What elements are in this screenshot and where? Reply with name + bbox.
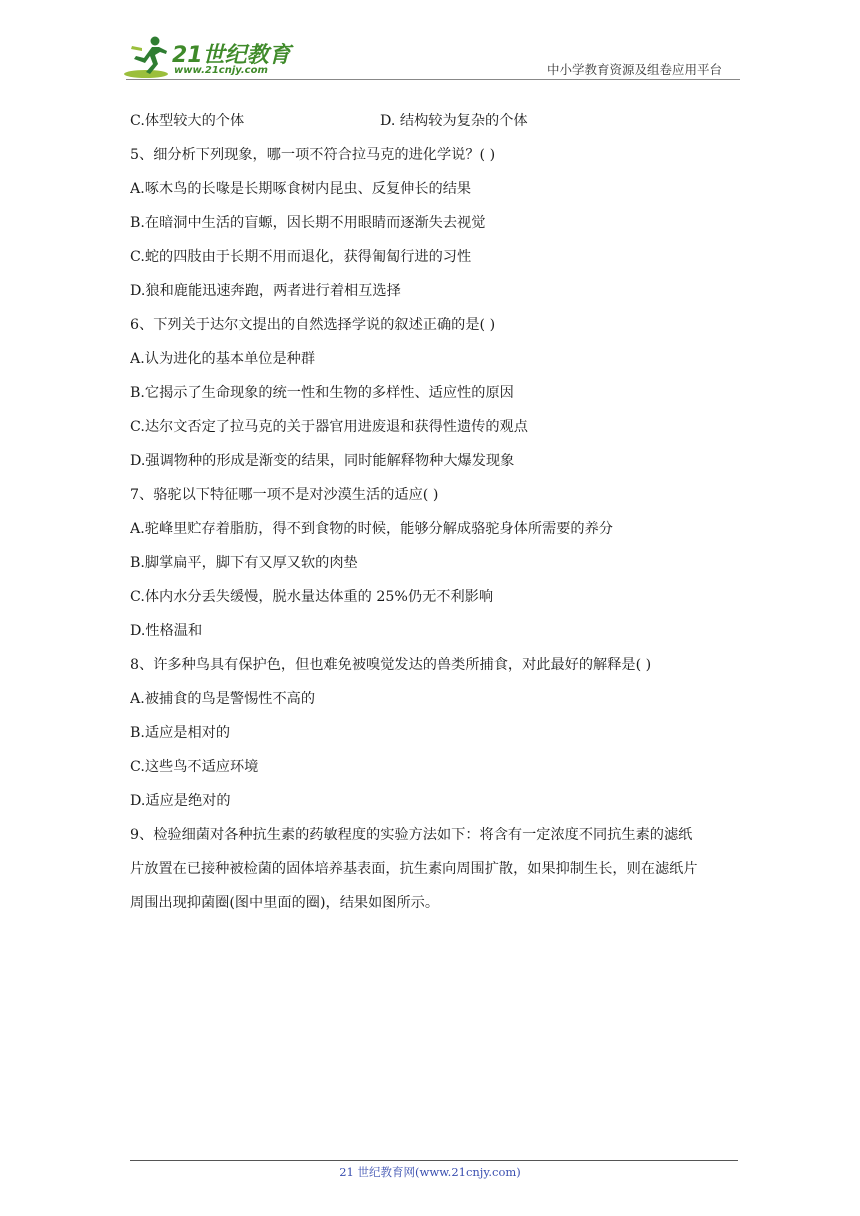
- footer-divider: [130, 1160, 738, 1161]
- q7-stem: 7、骆驼以下特征哪一项不是对沙漠生活的适应( ): [130, 487, 439, 503]
- brand-logo: [122, 34, 292, 80]
- q7-option-b: B.脚掌扁平，脚下有又厚又软的肉垫: [130, 555, 358, 571]
- q4-option-d: D. 结构较为复杂的个体: [380, 113, 528, 129]
- q4-option-c: C.体型较大的个体: [130, 113, 245, 129]
- q4-options-row: [130, 109, 740, 143]
- q7-option-a: A.驼峰里贮存着脂肪，得不到食物的时候，能够分解成骆驼身体所需要的养分: [130, 521, 613, 537]
- q8-option-a: A.被捕食的鸟是警惕性不高的: [130, 691, 316, 707]
- q7-option-c: C.体内水分丢失缓慢，脱水量达体重的 25%仍无不利影响: [130, 589, 494, 605]
- q6-stem: 6、下列关于达尔文提出的自然选择学说的叙述正确的是( ): [130, 317, 496, 333]
- page-header: [122, 30, 738, 82]
- q5-stem: 5、细分析下列现象，哪一项不符合拉马克的进化学说？( ): [130, 147, 496, 163]
- q7-option-d: D.性格温和: [130, 623, 203, 639]
- runner-icon: [122, 34, 174, 80]
- q5-option-d: D.狼和鹿能迅速奔跑，两者进行着相互选择: [130, 283, 401, 299]
- platform-title: 中小学教育资源及组卷应用平台: [546, 62, 722, 77]
- q5-option-c: C.蛇的四肢由于长期不用而退化，获得匍匐行进的习性: [130, 249, 472, 265]
- q5-option-a: A.啄木鸟的长喙是长期啄食树内昆虫、反复伸长的结果: [130, 181, 472, 197]
- footer-text: 21 世纪教育网(www.21cnjy.com): [339, 1165, 521, 1179]
- header-divider: [126, 79, 740, 80]
- q6-option-a: A.认为进化的基本单位是种群: [130, 351, 316, 367]
- q8-option-c: C.这些鸟不适应环境: [130, 759, 259, 775]
- q8-stem: 8、许多种鸟具有保护色，但也难免被嗅觉发达的兽类所捕食，对此最好的解释是( ): [130, 657, 652, 673]
- q6-option-b: B.它揭示了生命现象的统一性和生物的多样性、适应性的原因: [130, 385, 514, 401]
- logo-url: www.21cnjy.com: [174, 65, 268, 76]
- q8-option-d: D.适应是绝对的: [130, 793, 231, 809]
- q9-line-3: 周围出现抑菌圈(图中里面的圈)，结果如图所示。: [130, 895, 440, 911]
- q6-option-c: C.达尔文否定了拉马克的关于器官用进废退和获得性遗传的观点: [130, 419, 528, 435]
- q9-line-2: 片放置在已接种被检菌的固体培养基表面，抗生素向周围扩散，如果抑制生长，则在滤纸片: [130, 861, 698, 877]
- logo-text: 21世纪教育: [172, 43, 291, 68]
- question-content: [130, 109, 740, 925]
- q8-option-b: B.适应是相对的: [130, 725, 231, 741]
- q9-line-1: 9、检验细菌对各种抗生素的药敏程度的实验方法如下：将含有一定浓度不同抗生素的滤纸: [130, 827, 693, 843]
- q6-option-d: D.强调物种的形成是渐变的结果，同时能解释物种大爆发现象: [130, 453, 515, 469]
- q5-option-b: B.在暗洞中生活的盲螈，因长期不用眼睛而逐渐失去视觉: [130, 215, 486, 231]
